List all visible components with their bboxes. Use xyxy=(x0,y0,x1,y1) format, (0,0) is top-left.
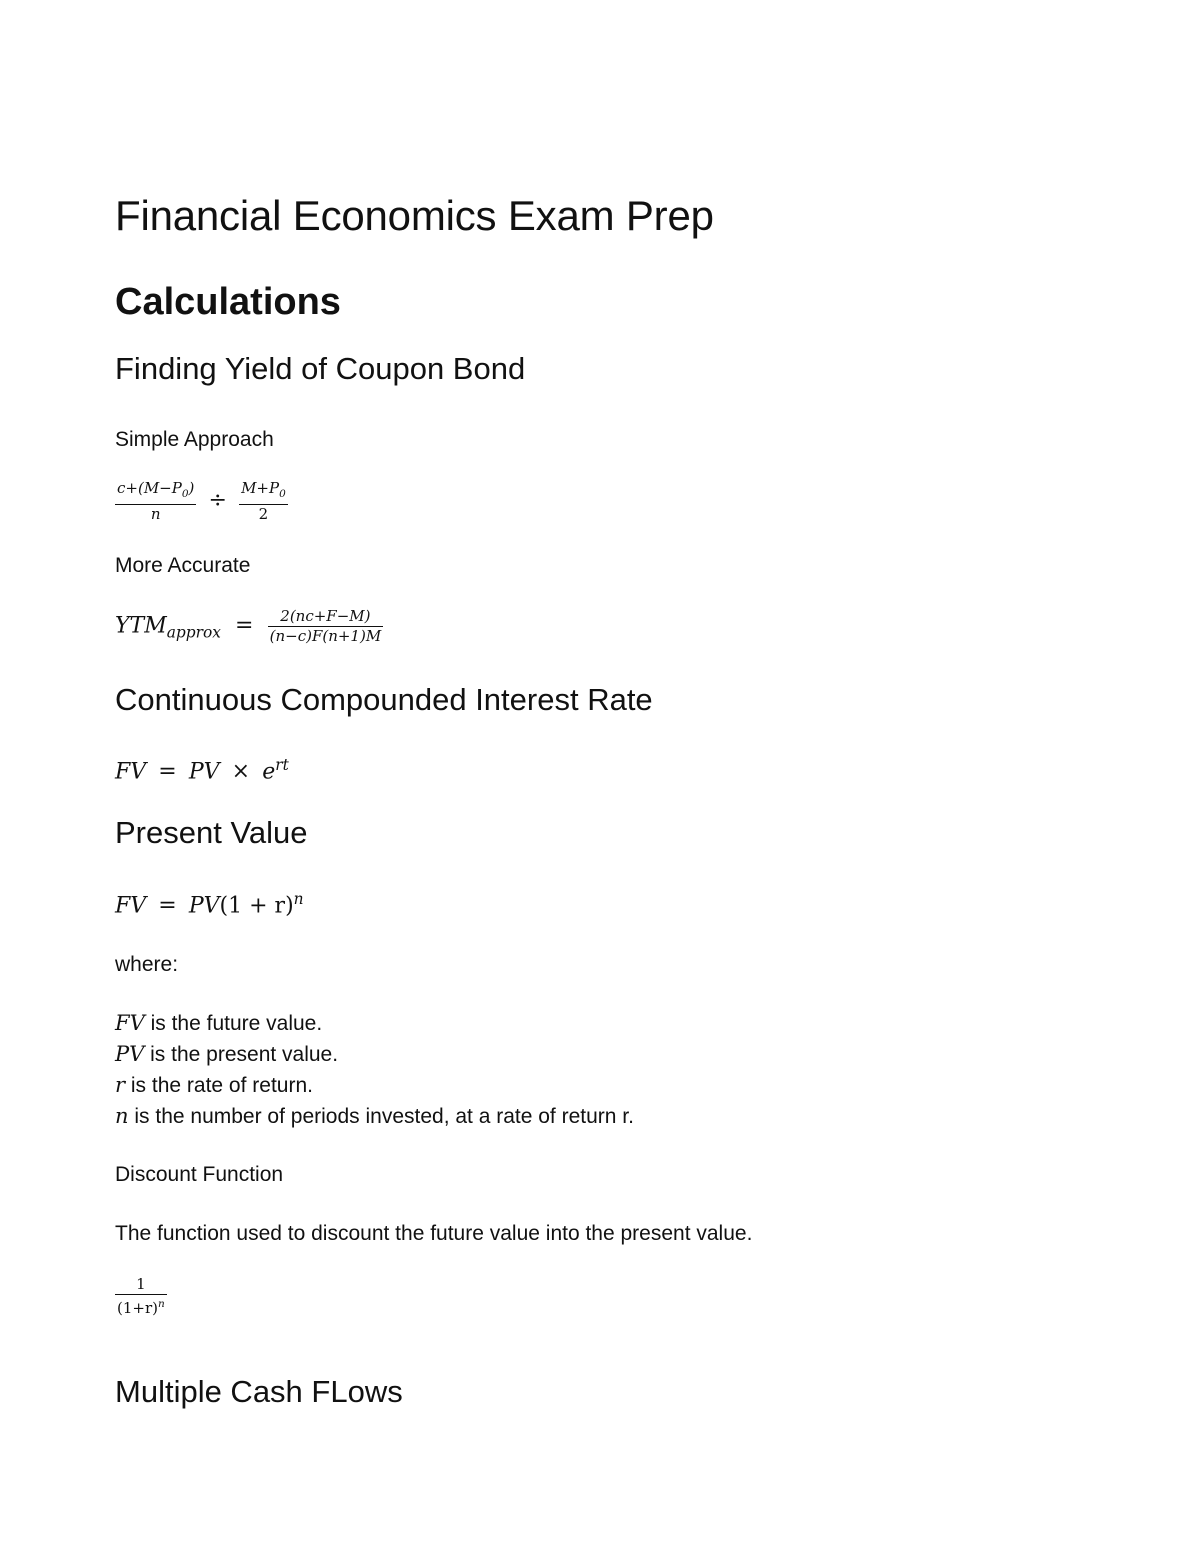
formula-simple-approach xyxy=(115,480,288,523)
formula-continuous: FV = PV × $e^{rt}$ xyxy=(115,756,289,785)
label-simple-approach: Simple Approach xyxy=(115,428,274,451)
formula-discount xyxy=(115,1276,167,1317)
subsection-heading-continuous: Continuous Compounded Interest Rate xyxy=(115,682,653,717)
definition-fv: FV is the future value. xyxy=(115,1011,323,1035)
definition-r: r is the rate of return. xyxy=(115,1073,313,1097)
definition-pv: PV is the present value. xyxy=(115,1042,339,1066)
definition-list xyxy=(115,1008,634,1132)
section-heading-calculations: Calculations xyxy=(115,281,341,323)
label-discount-function: Discount Function xyxy=(115,1163,284,1186)
definition-n: n is the number of periods invested, at a rate of return r. xyxy=(115,1104,634,1128)
page-title: Financial Economics Exam Prep xyxy=(115,192,714,239)
fraction-simple-left: $\frac{c+(M-P_0)}{n}$ xyxy=(117,479,195,523)
subsection-heading-multiple-cash-flows: Multiple Cash FLows xyxy=(115,1374,403,1409)
where-label: where: xyxy=(115,953,179,976)
subsection-heading-coupon-bond: Finding Yield of Coupon Bond xyxy=(115,351,526,386)
label-more-accurate: More Accurate xyxy=(115,554,251,577)
fraction-simple-right: $\frac{M+P_0}{2}$ xyxy=(241,479,286,523)
fraction-discount: $\frac{1}{(1+r)^n}$ xyxy=(117,1275,165,1317)
discount-description: The function used to discount the future value into the present value. xyxy=(115,1222,753,1245)
divide-symbol: ÷ xyxy=(208,488,227,514)
fraction-ytm: $\frac{2(nc+F-M)}{(n-c)F(n+1)M}$ xyxy=(269,607,382,645)
formula-ytm-approx: $YTM_{approx}$ = $\frac{2(nc+F-M)}{(n-c)F(n+1)M}$ xyxy=(115,607,382,645)
formula-present-value: FV = $PV(1 + r)^n$ xyxy=(115,890,304,919)
subsection-heading-present-value: Present Value xyxy=(115,815,308,850)
